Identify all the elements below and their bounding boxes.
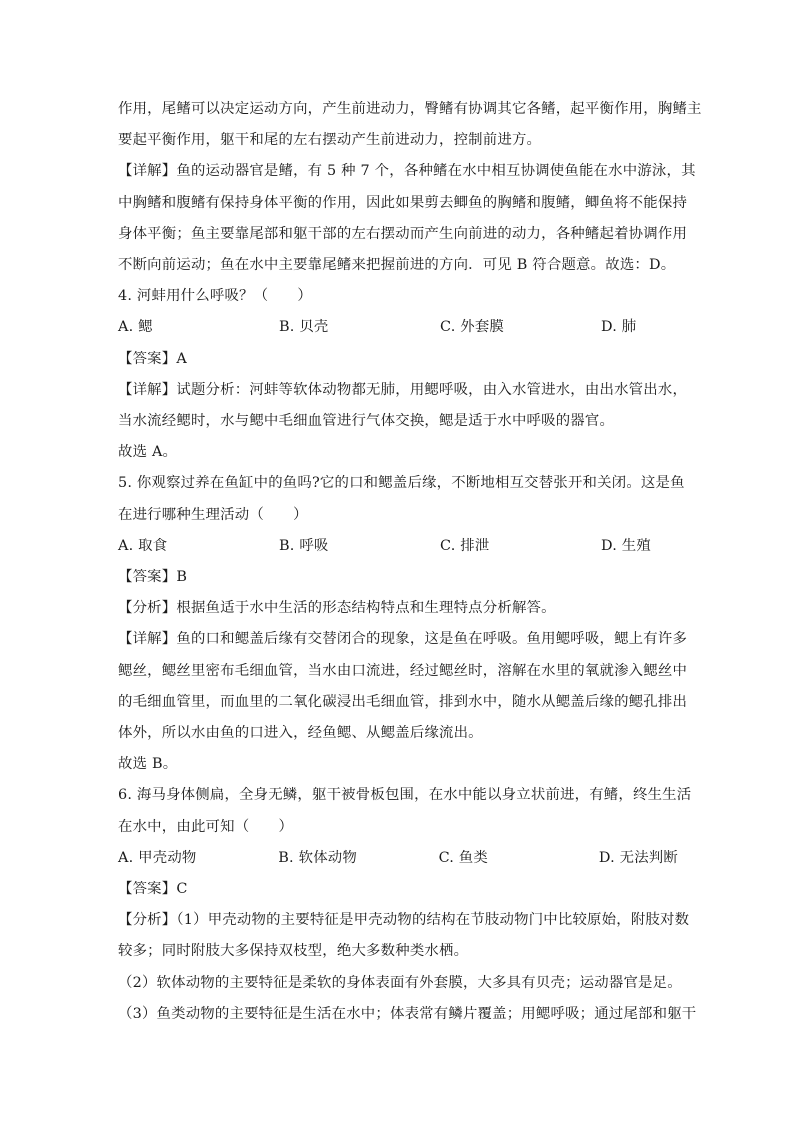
question-6-stem: 6. 海马身体侧扁，全身无鳞，躯干被骨板包围，在水中能以身立状前进，有鳍，终生生活 <box>118 787 692 804</box>
question-5-detail: 【详解】鱼的口和鳃盖后缘有交替闭合的现象，这是鱼在呼吸。鱼用鳃呼吸，鳃上有许多 <box>118 631 688 648</box>
option-c: C. 鱼类 <box>438 849 488 866</box>
question-5-detail: 鳃丝，鳃丝里密布毛细血管，当水由口流进，经过鳃丝时，溶解在水里的氧就渗入鳃丝中 <box>118 662 688 679</box>
option-b: B. 软体动物 <box>278 849 357 866</box>
option-c: C. 外套膜 <box>440 319 505 336</box>
question-6-analysis: 较多；同时附肢大多保持双枝型，绝大多数种类水栖。 <box>118 943 469 960</box>
question-5-analysis: 【分析】根据鱼适于水中生活的形态结构特点和生理特点分析解答。 <box>118 600 556 617</box>
option-a: A. 甲壳动物 <box>118 849 197 866</box>
intro-line: 要起平衡作用，躯干和尾的左右摆动产生前进动力，控制前进方。 <box>118 132 542 149</box>
detail-line: 【详解】鱼的运动器官是鳍，有 5 种 7 个，各种鳍在水中相互协调使鱼能在水中游泳，其 <box>118 163 696 180</box>
option-d: D. 无法判断 <box>598 849 678 866</box>
question-4-options <box>118 312 678 343</box>
option-c: C. 排泄 <box>440 537 490 554</box>
question-5-stem: 在进行哪种生理活动（ ） <box>118 506 308 523</box>
option-d: D. 肺 <box>601 319 637 336</box>
option-d: D. 生殖 <box>601 537 651 554</box>
question-4-conclusion: 故选 A。 <box>118 444 178 461</box>
option-b: B. 呼吸 <box>279 537 329 554</box>
question-5-answer: 【答案】B <box>118 569 188 586</box>
option-a: A. 取食 <box>118 537 168 554</box>
question-5-detail: 的毛细血管里，而血里的二氧化碳浸出毛细血管，排到水中，随水从鳃盖后缘的鳃孔排出 <box>118 693 688 710</box>
question-4-detail: 当水流经鳃时，水与鳃中毛细血管进行气体交换，鳃是适于水中呼吸的器官。 <box>118 413 615 430</box>
document-page <box>118 94 702 1030</box>
question-4-detail: 【详解】试题分析：河蚌等软体动物都无肺，用鳃呼吸，由入水管进水，由出水管出水， <box>118 381 688 398</box>
detail-line: 不断向前运动；鱼在水中主要靠尾鳍来把握前进的方向．可见 B 符合题意。故选：D。 <box>118 257 676 274</box>
detail-line: 中胸鳍和腹鳍有保持身体平衡的作用，因此如果剪去鲫鱼的胸鳍和腹鳍，鲫鱼将不能保持 <box>118 194 688 211</box>
question-6-options <box>118 843 678 874</box>
question-5-options <box>118 531 678 562</box>
question-5-conclusion: 故选 B。 <box>118 756 178 773</box>
option-b: B. 贝壳 <box>279 319 329 336</box>
question-6-stem: 在水中，由此可知（ ） <box>118 818 294 835</box>
option-a: A. 鳃 <box>118 319 153 336</box>
detail-line: 身体平衡；鱼主要靠尾部和躯干部的左右摆动而产生向前进的动力，各种鳍起着协调作用 <box>118 225 688 242</box>
question-5-detail: 体外，所以水由鱼的口进入，经鱼鳃、从鳃盖后缘流出。 <box>118 725 483 742</box>
question-4-stem: 4. 河蚌用什么呼吸？（ ） <box>118 288 312 305</box>
question-6-analysis: （2）软体动物的主要特征是柔软的身体表面有外套膜，大多具有贝壳；运动器官是足。 <box>118 974 682 991</box>
question-6-analysis: （3）鱼类动物的主要特征是生活在水中；体表常有鳞片覆盖；用鳃呼吸；通过尾部和躯干 <box>118 1005 697 1022</box>
question-6-answer: 【答案】C <box>118 881 188 898</box>
question-4-answer: 【答案】A <box>118 350 187 367</box>
question-6-analysis: 【分析】（1）甲壳动物的主要特征是甲壳动物的结构在节肢动物门中比较原始，附肢对数 <box>118 912 690 929</box>
question-5-stem: 5. 你观察过养在鱼缸中的鱼吗?它的口和鳃盖后缘，不断地相互交替张开和关闭。这是鱼 <box>118 475 685 492</box>
intro-line: 作用，尾鳍可以决定运动方向，产生前进动力，臀鳍有协调其它各鳍，起平衡作用，胸鳍主 <box>118 101 702 117</box>
